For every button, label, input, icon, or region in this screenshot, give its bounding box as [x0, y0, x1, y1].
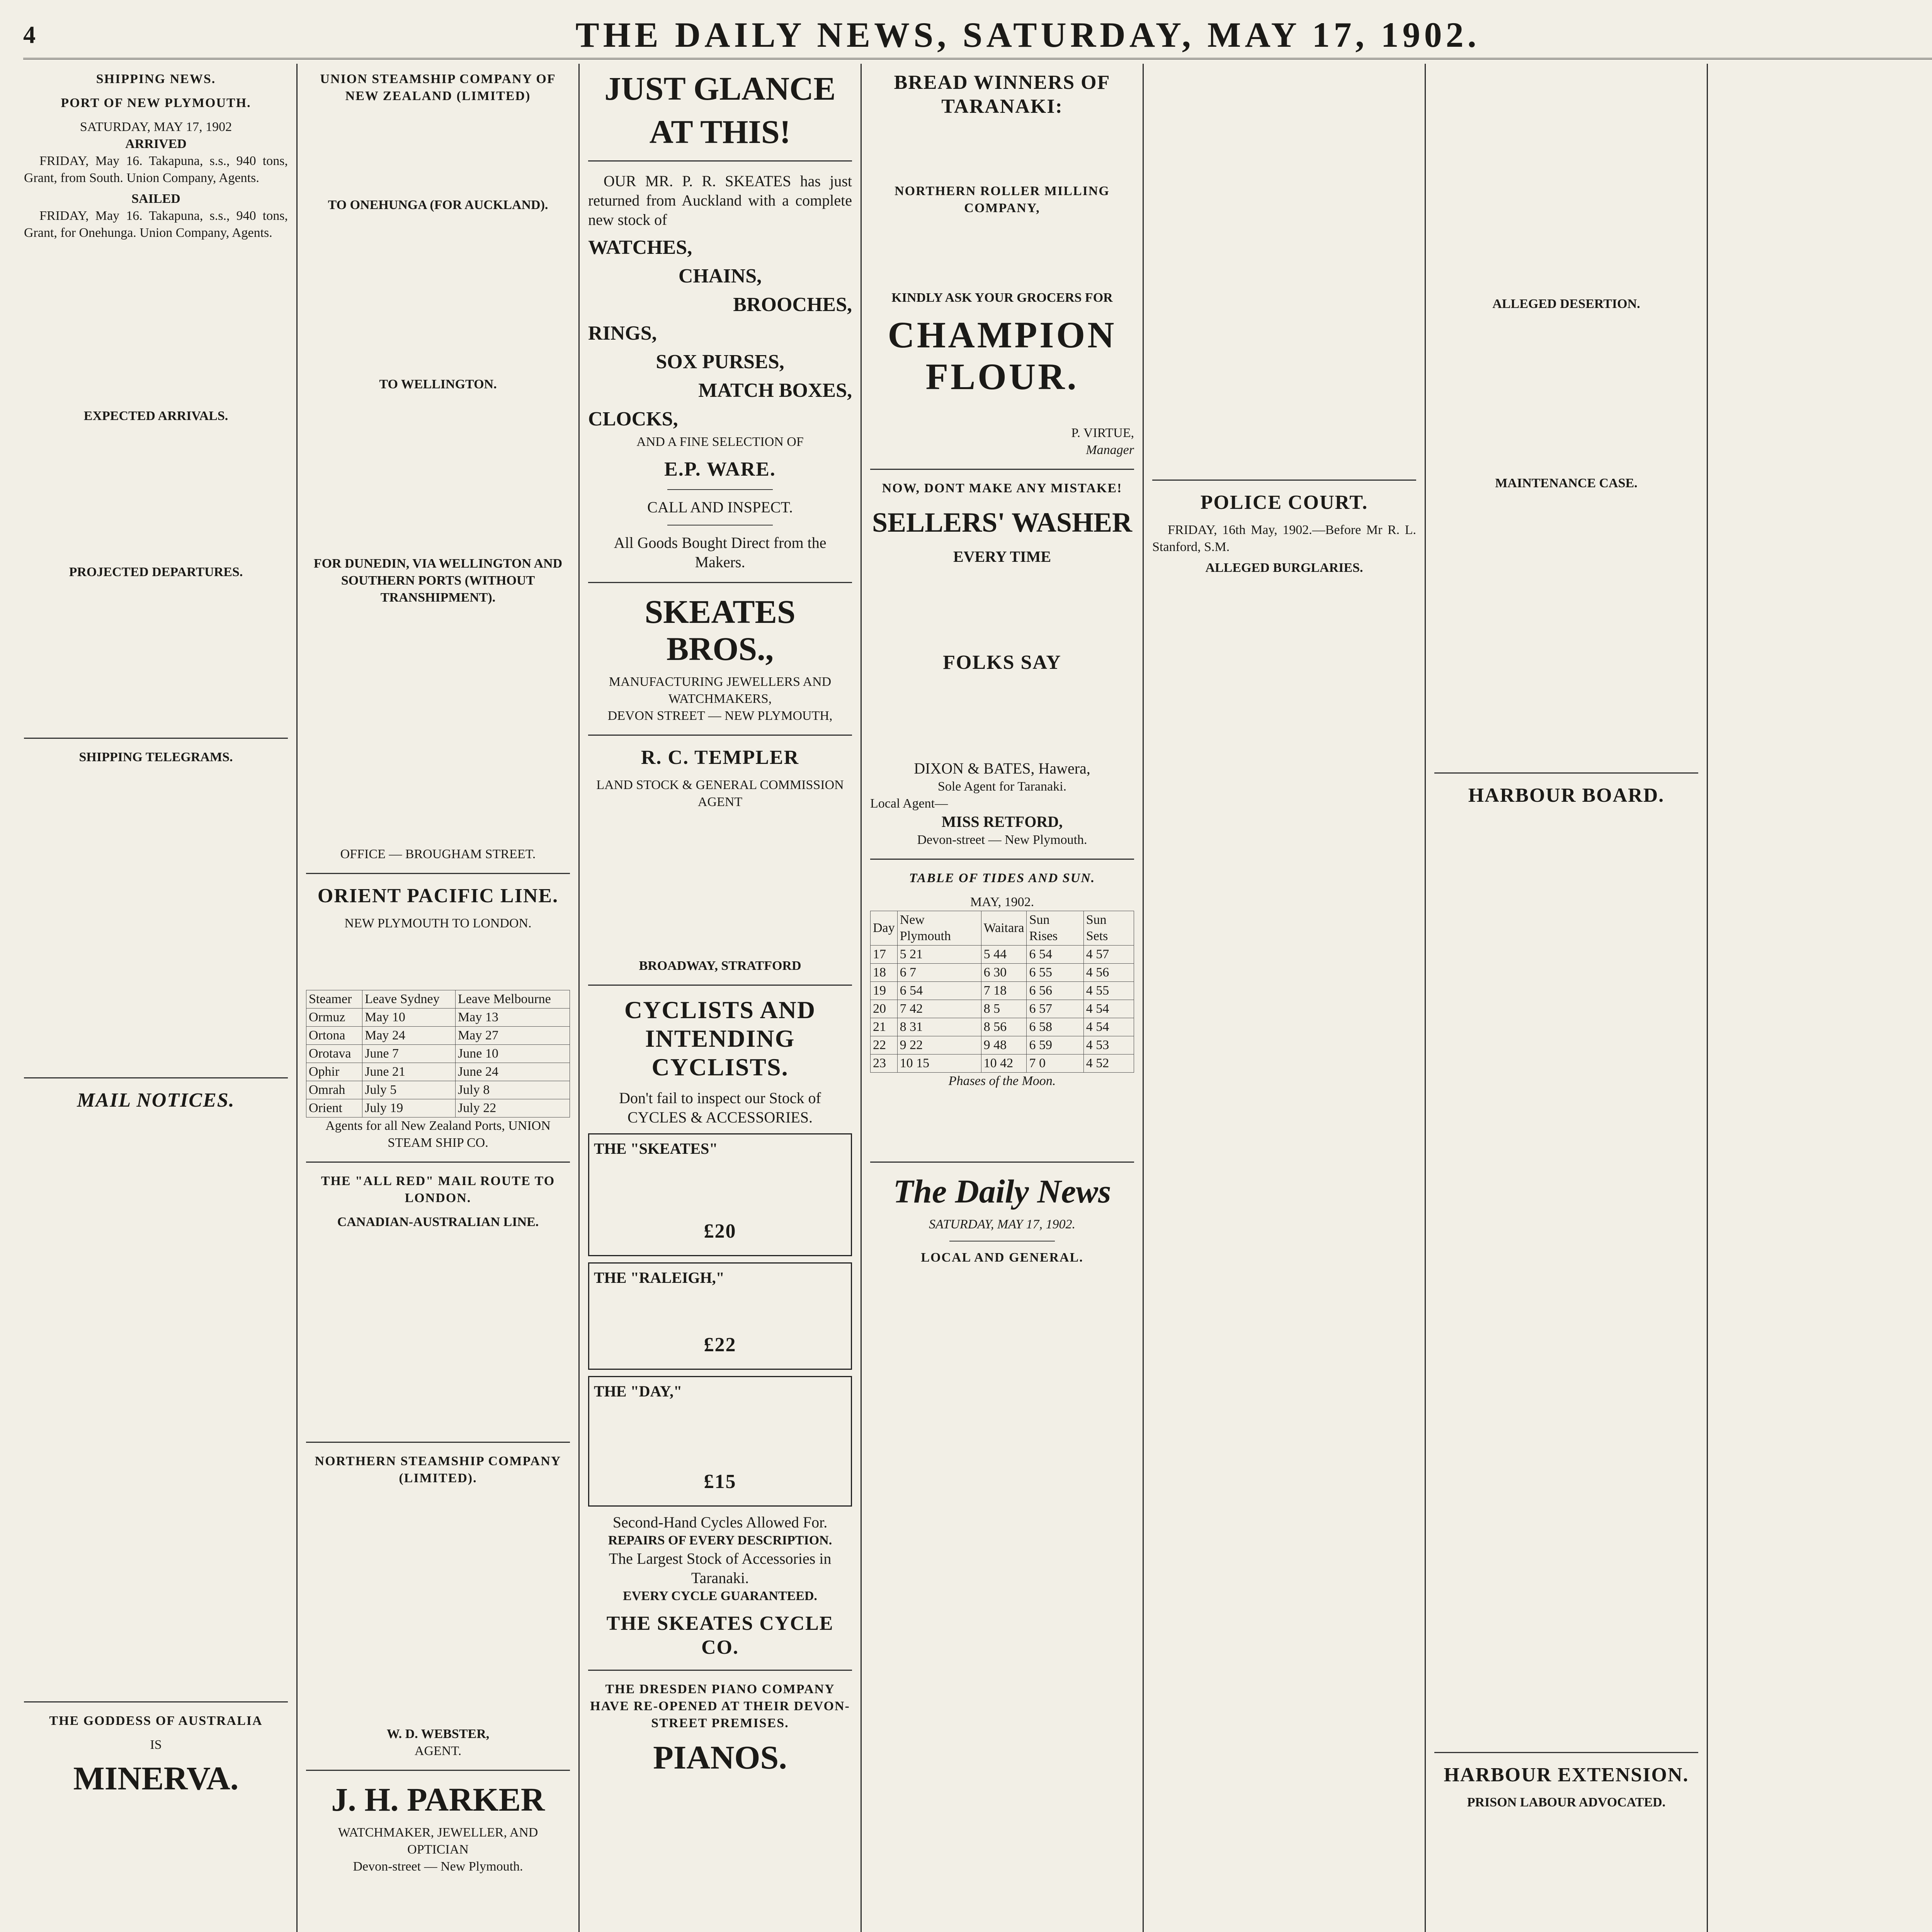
repairs-text: REPAIRS OF EVERY DESCRIPTION. — [608, 1533, 832, 1548]
table-cell: 10 42 — [981, 1054, 1027, 1073]
column-7 — [1708, 64, 1932, 1932]
just-glance-heading: JUST GLANCE — [604, 70, 836, 107]
table-cell: 9 22 — [897, 1036, 981, 1054]
table-row — [871, 1036, 1134, 1054]
table-row — [871, 964, 1134, 982]
table-cell: June 10 — [456, 1045, 570, 1063]
column-5 — [1144, 64, 1426, 1932]
table-row — [871, 946, 1134, 964]
column-6 — [1426, 64, 1708, 1932]
local-agent-text: Local Agent— — [870, 796, 948, 811]
raleigh-bike-text — [594, 1287, 846, 1326]
skeates-bros-heading: SKEATES BROS., — [645, 593, 796, 667]
alleged-burglaries-heading: ALLEGED BURGLARIES. — [1205, 561, 1363, 575]
to-wellington-heading: TO WELLINGTON. — [379, 377, 497, 391]
folks-say-text — [870, 682, 1134, 759]
table-cell: 21 — [871, 1018, 898, 1036]
day-bike-text — [594, 1401, 846, 1463]
masthead — [23, 12, 1932, 60]
table-cell: May 24 — [362, 1027, 456, 1045]
table-header-row — [306, 990, 570, 1009]
table-cell: 18 — [871, 964, 898, 982]
divider — [588, 1670, 852, 1671]
at-this-heading: AT THIS! — [649, 113, 791, 150]
champion-flour-heading: CHAMPION FLOUR. — [888, 314, 1117, 397]
table-cell: June 7 — [362, 1045, 456, 1063]
pianos-heading: PIANOS. — [653, 1739, 787, 1776]
page-columns — [15, 64, 1932, 1932]
expected-arrivals-text — [24, 425, 288, 564]
goods-direct-text: All Goods Bought Direct from the Makers. — [614, 534, 827, 571]
table-cell: June 21 — [362, 1063, 456, 1081]
divider — [306, 1770, 570, 1771]
table-header-cell: New Plymouth — [897, 911, 981, 946]
table-cell: 5 44 — [981, 946, 1027, 964]
parker-address: Devon-street — New Plymouth. — [353, 1859, 523, 1874]
table-cell: July 8 — [456, 1081, 570, 1099]
arrived-heading: ARRIVED — [125, 137, 187, 151]
fine-selection-text: AND A FINE SELECTION OF — [636, 435, 804, 449]
table-header-cell: Waitara — [981, 911, 1027, 946]
divider — [667, 525, 773, 526]
table-cell: 22 — [871, 1036, 898, 1054]
raleigh-bike-ad — [588, 1262, 852, 1370]
skeates-bike-price: £20 — [704, 1220, 736, 1242]
virtue-signature — [870, 425, 1134, 442]
police-court-text — [1152, 577, 1416, 1932]
table-cell: Omrah — [306, 1081, 362, 1099]
templer-text — [588, 811, 852, 957]
harbour-continued-text — [1716, 64, 1932, 1932]
table-row — [871, 1000, 1134, 1018]
canadian-australian-text — [306, 1231, 570, 1432]
prison-labour-heading: PRISON LABOUR ADVOCATED. — [1467, 1795, 1666, 1810]
list-item: MATCH BOXES, — [698, 379, 852, 401]
maintenance-case-heading: MAINTENANCE CASE. — [1495, 476, 1638, 490]
local-general-continued-text — [1152, 64, 1416, 469]
skeates-bike-ad — [588, 1133, 852, 1256]
table-header-cell: Sun Rises — [1027, 911, 1083, 946]
day-bike-ad — [588, 1376, 852, 1507]
table-cell: 4 52 — [1083, 1054, 1134, 1073]
divider — [870, 859, 1134, 860]
local-general-text — [870, 1273, 1134, 1932]
manager-line — [870, 442, 1134, 459]
table-cell: July 5 — [362, 1081, 456, 1099]
table-header-cell: Day — [871, 911, 898, 946]
dresden-reopened-heading: THE DRESDEN PIANO COMPANY HAVE RE-OPENED AT THEIR DEVON-STREET PREMISES. — [590, 1682, 850, 1730]
ep-ware-text: E.P. WARE. — [664, 458, 776, 480]
pianos-text — [588, 1782, 852, 1932]
column-4 — [862, 64, 1144, 1932]
table-cell: 6 55 — [1027, 964, 1083, 982]
table-cell: 6 54 — [1027, 946, 1083, 964]
newspaper-masthead-title: THE DAILY NEWS, SATURDAY, MAY 17, 1902. — [575, 15, 1480, 54]
onehunga-sailings-text — [306, 214, 570, 376]
dont-make-mistake-heading: NOW, DONT MAKE ANY MISTAKE! — [882, 481, 1122, 495]
table-cell: 4 57 — [1083, 946, 1134, 964]
skeates-bike-name: THE "SKEATES" — [594, 1140, 718, 1157]
retford-address: Devon-street — New Plymouth. — [917, 833, 1087, 847]
table-cell: 7 42 — [897, 1000, 981, 1018]
table-cell: 9 48 — [981, 1036, 1027, 1054]
divider — [588, 160, 852, 162]
divider — [588, 735, 852, 736]
divider — [870, 469, 1134, 470]
largest-stock-text: The Largest Stock of Accessories in Taranaki. — [609, 1550, 832, 1587]
minerva-heading: MINERVA. — [73, 1760, 239, 1797]
table-cell: 7 0 — [1027, 1054, 1083, 1073]
orient-text — [306, 932, 570, 990]
divider — [588, 582, 852, 583]
bread-winners-text — [870, 126, 1134, 176]
skeates-address: DEVON STREET — NEW PLYMOUTH, — [607, 709, 833, 723]
table-row — [306, 1081, 570, 1099]
table-cell: 20 — [871, 1000, 898, 1018]
table-row — [306, 1099, 570, 1117]
divider — [24, 1701, 288, 1702]
police-court-heading: POLICE COURT. — [1200, 492, 1368, 514]
call-inspect-text: CALL AND INSPECT. — [647, 498, 793, 516]
list-item: CHAINS, — [678, 265, 762, 287]
orient-agents-text: Agents for all New Zealand Ports, UNION STEAM SHIP CO. — [325, 1119, 551, 1150]
northern-steamship-heading: NORTHERN STEAMSHIP COMPANY (LIMITED). — [315, 1454, 561, 1485]
virtue-name: P. VIRTUE, — [1071, 426, 1134, 440]
webster-name: W. D. WEBSTER, — [386, 1727, 490, 1741]
divider — [24, 1077, 288, 1078]
templer-heading: R. C. TEMPLER — [641, 747, 799, 769]
divider — [588, 985, 852, 986]
day-bike-price: £15 — [704, 1471, 736, 1493]
table-cell: July 19 — [362, 1099, 456, 1117]
desertion-text — [1434, 313, 1698, 475]
day-bike-name: THE "DAY," — [594, 1383, 682, 1400]
table-cell: 4 54 — [1083, 1018, 1134, 1036]
canadian-australian-heading: CANADIAN-AUSTRALIAN LINE. — [337, 1215, 539, 1229]
washer-text — [870, 566, 1134, 644]
list-item: WATCHES, — [588, 236, 692, 259]
divider — [949, 1241, 1055, 1242]
table-cell: 4 56 — [1083, 964, 1134, 982]
divider — [24, 738, 288, 739]
table-header-cell: Sun Sets — [1083, 911, 1134, 946]
every-time-text: EVERY TIME — [953, 548, 1051, 565]
table-cell: 6 30 — [981, 964, 1027, 982]
expected-arrivals-heading: EXPECTED ARRIVALS. — [83, 409, 228, 423]
table-cell: Ortona — [306, 1027, 362, 1045]
alleged-desertion-heading: ALLEGED DESERTION. — [1492, 297, 1640, 311]
table-row — [306, 1009, 570, 1027]
skeates-cycle-co: THE SKEATES CYCLE CO. — [606, 1612, 834, 1658]
table-cell: Ophir — [306, 1063, 362, 1081]
editorial-date: SATURDAY, MAY 17, 1902. — [929, 1217, 1076, 1231]
sailed-text: FRIDAY, May 16. Takapuna, s.s., 940 tons, Grant, for Onehunga. Union Company, Agents. — [24, 209, 288, 240]
table-cell: Ormuz — [306, 1009, 362, 1027]
table-cell: 19 — [871, 982, 898, 1000]
shipping-telegrams-text — [24, 766, 288, 1067]
harbour-extension-heading: HARBOUR EXTENSION. — [1444, 1764, 1689, 1786]
raleigh-bike-name: THE "RALEIGH," — [594, 1269, 724, 1286]
harbour-board-heading: HARBOUR BOARD. — [1468, 784, 1665, 806]
table-cell: May 27 — [456, 1027, 570, 1045]
parker-ad-text — [306, 1875, 570, 1932]
table-cell: 4 53 — [1083, 1036, 1134, 1054]
table-row — [871, 982, 1134, 1000]
table-cell: 23 — [871, 1054, 898, 1073]
list-item: RINGS, — [588, 322, 657, 344]
dixon-bates-text: DIXON & BATES, Hawera, — [914, 760, 1090, 777]
table-header-row — [871, 911, 1134, 946]
port-heading: PORT OF NEW PLYMOUTH. — [61, 96, 251, 110]
sellers-washer-heading: SELLERS' WASHER — [872, 507, 1132, 538]
projected-departures-text — [24, 581, 288, 728]
goods-list — [588, 233, 852, 434]
table-cell: June 24 — [456, 1063, 570, 1081]
moon-phases-text — [870, 1090, 1134, 1151]
parker-subheading: WATCHMAKER, JEWELLER, AND OPTICIAN — [338, 1825, 538, 1857]
skeates-bike-text — [594, 1158, 846, 1213]
divider — [1434, 1752, 1698, 1753]
tides-table — [870, 911, 1134, 1073]
sailing-table — [306, 990, 570, 1117]
table-row — [871, 1054, 1134, 1073]
table-cell: 7 18 — [981, 982, 1027, 1000]
table-header-cell: Leave Melbourne — [456, 990, 570, 1009]
table-cell: July 22 — [456, 1099, 570, 1117]
column-1 — [15, 64, 298, 1932]
local-general-heading: LOCAL AND GENERAL. — [921, 1250, 1083, 1265]
table-row — [871, 1018, 1134, 1036]
list-item: CLOCKS, — [588, 408, 678, 430]
table-cell: 8 56 — [981, 1018, 1027, 1036]
sailed-heading: SAILED — [131, 192, 180, 206]
divider — [667, 489, 773, 490]
table-row — [306, 1063, 570, 1081]
divider — [306, 873, 570, 874]
table-row — [306, 1027, 570, 1045]
shipping-news-heading: SHIPPING NEWS. — [96, 72, 216, 86]
skeates-intro: OUR MR. P. R. SKEATES has just returned from Auckland with a complete new stock of — [588, 172, 852, 228]
cyclists-heading: CYCLISTS AND INTENDING CYCLISTS. — [624, 996, 816, 1081]
flour-text — [870, 405, 1134, 425]
table-cell: 4 54 — [1083, 1000, 1134, 1018]
tides-month: MAY, 1902. — [970, 895, 1034, 909]
manager-title: Manager — [1086, 443, 1134, 457]
police-court-date: FRIDAY, 16th May, 1902.—Before Mr R. L. Stanford, S.M. — [1152, 523, 1416, 554]
arrived-text: FRIDAY, May 16. Takapuna, s.s., 940 tons, Grant, from South. Union Company, Agents. — [24, 154, 288, 185]
harbour-board-text — [1434, 815, 1698, 1742]
divider — [870, 1162, 1134, 1163]
divider — [306, 1162, 570, 1163]
shipping-body-text — [24, 245, 288, 408]
shipping-telegrams-heading: SHIPPING TELEGRAMS. — [79, 750, 233, 764]
harbour-extension-text — [1434, 1811, 1698, 1932]
table-cell: May 13 — [456, 1009, 570, 1027]
court-continued-text — [1434, 64, 1698, 296]
table-cell: 17 — [871, 946, 898, 964]
column-2 — [298, 64, 580, 1932]
table-cell: 6 57 — [1027, 1000, 1083, 1018]
union-steamship-text — [306, 112, 570, 197]
table-cell: 6 59 — [1027, 1036, 1083, 1054]
list-item: BROOCHES, — [733, 294, 852, 316]
table-cell: 8 5 — [981, 1000, 1027, 1018]
divider — [1434, 772, 1698, 774]
kindly-ask-text: KINDLY ASK YOUR GROCERS FOR — [891, 291, 1113, 305]
mail-notices-heading: MAIL NOTICES. — [77, 1089, 235, 1111]
table-cell: 6 54 — [897, 982, 981, 1000]
templer-address: BROADWAY, STRATFORD — [639, 959, 801, 973]
dunedin-text — [306, 606, 570, 846]
table-header-cell: Leave Sydney — [362, 990, 456, 1009]
divider — [1152, 480, 1416, 481]
second-hand-text: Second-Hand Cycles Allowed For. — [612, 1514, 828, 1531]
page-number: 4 — [23, 21, 36, 48]
bread-winners-heading: BREAD WINNERS OF TARANAKI: — [894, 71, 1111, 117]
dunedin-heading: FOR DUNEDIN, VIA WELLINGTON AND SOUTHERN PORTS (WITHOUT TRANSHIPMENT). — [313, 556, 563, 605]
goddess-heading: THE GODDESS OF AUSTRALIA — [49, 1714, 263, 1728]
wellington-sailings-text — [306, 393, 570, 555]
table-cell: Orient — [306, 1099, 362, 1117]
table-cell: May 10 — [362, 1009, 456, 1027]
divider — [306, 1442, 570, 1443]
table-cell: 4 55 — [1083, 982, 1134, 1000]
sole-agent-text: Sole Agent for Taranaki. — [937, 779, 1067, 794]
table-header-cell: Steamer — [306, 990, 362, 1009]
minerva-ad-text — [24, 1803, 288, 1932]
mail-notices-text — [24, 1119, 288, 1691]
office-text: OFFICE — BROUGHAM STREET. — [340, 847, 536, 861]
tides-heading: TABLE OF TIDES AND SUN. — [909, 871, 1095, 885]
orient-pacific-heading: ORIENT PACIFIC LINE. — [317, 885, 559, 907]
column-3 — [580, 64, 862, 1932]
table-cell: 6 7 — [897, 964, 981, 982]
northern-roller-milling: NORTHERN ROLLER MILLING COMPANY, — [895, 184, 1110, 215]
moon-phases-heading: Phases of the Moon. — [948, 1074, 1056, 1088]
list-item: SOX PURSES, — [656, 351, 784, 373]
all-red-route-heading: THE "ALL RED" MAIL ROUTE TO LONDON. — [321, 1174, 555, 1205]
table-cell: 6 56 — [1027, 982, 1083, 1000]
orient-subheading: NEW PLYMOUTH TO LONDON. — [344, 916, 532, 930]
retford-name: MISS RETFORD, — [941, 813, 1063, 830]
table-row — [306, 1045, 570, 1063]
northern-steamship-text — [306, 1494, 570, 1726]
table-cell: 6 58 — [1027, 1018, 1083, 1036]
webster-agent: AGENT. — [414, 1744, 462, 1758]
templer-subheading: LAND STOCK & GENERAL COMMISSION AGENT — [596, 778, 844, 809]
shipping-date: SATURDAY, MAY 17, 1902 — [80, 120, 232, 134]
projected-departures-heading: PROJECTED DEPARTURES. — [69, 565, 243, 579]
to-onehunga-heading: TO ONEHUNGA (FOR AUCKLAND). — [328, 198, 548, 212]
table-cell: Orotava — [306, 1045, 362, 1063]
guaranteed-text: EVERY CYCLE GUARANTEED. — [623, 1589, 817, 1603]
dont-fail-text: Don't fail to inspect our Stock of CYCLES & ACCESSORIES. — [619, 1089, 821, 1126]
table-cell: 10 15 — [897, 1054, 981, 1073]
milling-text — [870, 224, 1134, 289]
table-cell: 5 21 — [897, 946, 981, 964]
table-cell: 8 31 — [897, 1018, 981, 1036]
skeates-subheading: MANUFACTURING JEWELLERS AND WATCHMAKERS, — [609, 675, 832, 706]
parker-heading: J. H. PARKER — [331, 1781, 545, 1818]
maintenance-text — [1434, 492, 1698, 762]
is-text: IS — [150, 1738, 162, 1752]
daily-news-nameplate: The Daily News — [893, 1173, 1111, 1210]
union-steamship-heading: UNION STEAMSHIP COMPANY OF NEW ZEALAND (LIMITED) — [320, 72, 556, 103]
raleigh-bike-price: £22 — [704, 1334, 736, 1356]
folks-say-heading: FOLKS SAY — [943, 651, 1061, 673]
